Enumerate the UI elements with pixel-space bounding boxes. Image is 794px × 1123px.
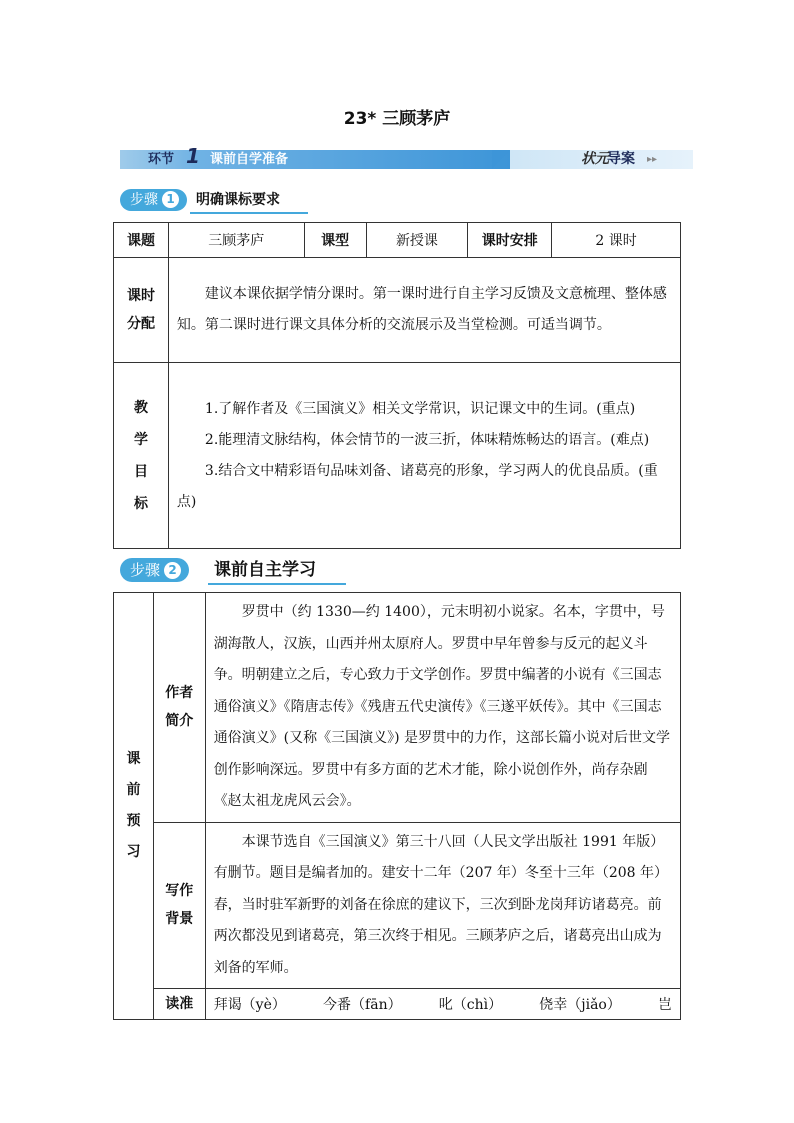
table-row xyxy=(114,223,681,258)
goals-text xyxy=(168,363,680,549)
preview-label-char: 习 xyxy=(126,844,141,860)
banner-bar xyxy=(120,150,510,169)
goals-label xyxy=(114,363,169,549)
banner-step-number: 1 xyxy=(186,144,200,168)
pronunciation-label: 读准 xyxy=(153,989,205,1020)
course-standards-table xyxy=(113,222,681,549)
topic-value: 三顾茅庐 xyxy=(168,223,304,258)
goal-item: 3.结合文中精彩语句品味刘备、诸葛亮的形象，学习两人的优良品质。(重点) xyxy=(176,462,658,510)
type-label: 课型 xyxy=(304,223,366,258)
allocation-label-line: 分配 xyxy=(126,316,155,332)
pronunciation-item: 拜谒（yè） xyxy=(213,997,286,1013)
pronunciation-item: 岂 xyxy=(658,997,672,1013)
step2-number-icon: 2 xyxy=(164,562,181,579)
author-label xyxy=(153,593,205,823)
allocation-text: 建议本课依据学情分课时。第一课时进行自主学习反馈及文意梳理、整体感知。第二课时进行课文具体分析的交流展示及当堂检测。可适当调节。 xyxy=(168,258,680,363)
author-text: 罗贯中（约 1330—约 1400），元末明初小说家。名本，字贯中，号湖海散人，汉族，山西并州太原府人。罗贯中早年曾参与反元的起义斗争。明朝建立之后，专心致力于文学创作。罗贯中编著的小说有《三国志通俗演义》《隋唐志传》《残唐五代史演传》《三遂平妖传》。其中《三国志通俗演义》(又称《三国演义》) 是罗贯中的力作，这部长篇小说对后世文学创作影响深远。罗贯中有多方面的艺术才能，除小说创作外，尚存杂剧《赵太祖龙虎风云会》。 xyxy=(205,593,680,823)
allocation-label-line: 课时 xyxy=(126,288,155,304)
preview-side-label xyxy=(114,593,154,1020)
goals-label-char: 教 xyxy=(133,399,148,416)
topic-label: 课题 xyxy=(114,223,169,258)
background-label-line: 写作 xyxy=(165,883,194,900)
double-arrow-icon: ▸▸ xyxy=(646,154,657,165)
banner-brand-zhuangyuan: 状元 xyxy=(581,151,609,167)
author-label-line: 作者 xyxy=(165,685,194,702)
step2-title: 课前自主学习 xyxy=(214,560,316,580)
step2-pill-label: 步骤 xyxy=(130,561,161,579)
table-row xyxy=(114,258,681,363)
author-label-line: 简介 xyxy=(165,713,194,730)
page-title: 23* 三顾茅庐 xyxy=(343,109,451,129)
goal-item: 2.能理清文脉结构，体会情节的一波三折，体味精炼畅达的语言。(难点) xyxy=(204,431,650,448)
goal-item: 1.了解作者及《三国演义》相关文学常识，识记课文中的生词。(重点) xyxy=(204,400,636,417)
pre-class-study-table xyxy=(113,592,681,1020)
step1-pill-label: 步骤 xyxy=(130,192,158,208)
preview-label-char: 前 xyxy=(126,782,141,798)
schedule-label: 课时安排 xyxy=(468,223,552,258)
banner-brand-daoan: 导案 xyxy=(607,151,635,167)
preview-label-char: 课 xyxy=(126,751,141,767)
pronunciation-row xyxy=(205,989,680,1020)
step2-underline xyxy=(208,583,346,585)
table-row xyxy=(114,989,681,1020)
pronunciation-item: 叱（chì） xyxy=(438,997,503,1013)
table-row xyxy=(114,593,681,823)
background-label xyxy=(153,822,205,989)
schedule-value: 2 课时 xyxy=(552,223,681,258)
pronunciation-item: 侥幸（jiǎo） xyxy=(539,997,621,1013)
step1-underline xyxy=(190,212,308,214)
section-banner xyxy=(120,144,693,169)
goals-label-char: 学 xyxy=(133,431,148,448)
banner-slant xyxy=(492,150,510,169)
step1-title: 明确课标要求 xyxy=(196,192,280,208)
banner-section-title: 课前自学准备 xyxy=(210,152,289,167)
allocation-label xyxy=(114,258,169,363)
preview-label-char: 预 xyxy=(126,813,141,829)
goals-label-char: 目 xyxy=(133,463,148,480)
step1-number-icon: 1 xyxy=(162,191,179,208)
step2-pill xyxy=(120,558,189,582)
type-value: 新授课 xyxy=(366,223,468,258)
background-text: 本课节选自《三国演义》第三十八回（人民文学出版社 1991 年版）有删节。题目是编者加的。建安十二年（207 年）冬至十三年（208 年）春，当时驻军新野的刘备在徐庶的建议下，三次到卧龙岗拜访诸葛亮。前两次都没见到诸葛亮，第三次终于相见。三顾茅庐之后，诸葛亮出山成为刘备的军师。 xyxy=(205,822,680,989)
goals-label-char: 标 xyxy=(133,495,148,512)
table-row xyxy=(114,822,681,989)
background-label-line: 背景 xyxy=(165,911,194,928)
pronunciation-item: 今番（fān） xyxy=(323,997,402,1013)
step1-pill xyxy=(120,189,187,211)
banner-huanjie-label: 环节 xyxy=(148,152,175,167)
table-row xyxy=(114,363,681,549)
